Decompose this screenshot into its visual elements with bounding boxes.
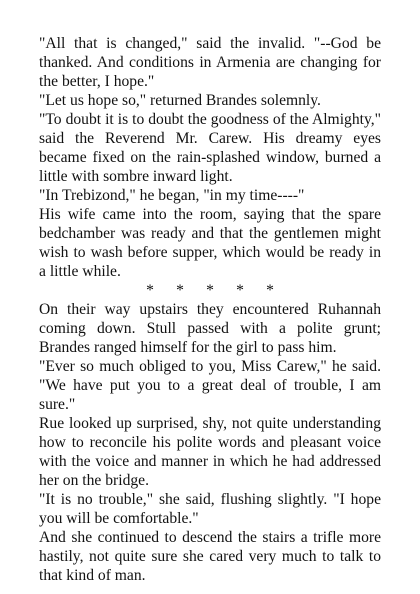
section-break-star: * (146, 282, 154, 299)
section-break-star: * (206, 282, 214, 299)
paragraph: On their way upstairs they encountered Ruhannah coming down. Stull passed with a polite grunt; Brandes ranged himself for the girl to pass him. (39, 301, 381, 356)
section-break (39, 281, 381, 300)
paragraph: "Let us hope so," returned Brandes solemnly. (39, 92, 321, 109)
section-break-star: * (236, 282, 244, 299)
paragraph: "Ever so much obliged to you, Miss Carew," he said. "We have put you to a great deal of trouble, I am sure." (39, 358, 381, 413)
paragraph: "All that is changed," said the invalid. "--God be thanked. And conditions in Armenia are changing for the better, I hope." (39, 35, 381, 90)
document-page (39, 34, 381, 585)
paragraph: "To doubt it is to doubt the goodness of the Almighty," said the Reverend Mr. Carew. His dreamy eyes became fixed on the rain-splashed window, burned a little with sombre inward light. (39, 111, 381, 185)
paragraph: And she continued to descend the stairs a trifle more hastily, not quite sure she cared very much to talk to that kind of man. (39, 529, 381, 584)
paragraph: "In Trebizond," he began, "in my time----" (39, 187, 305, 204)
section-break-star: * (176, 282, 184, 299)
section-break-star: * (266, 282, 274, 299)
paragraph: Rue looked up surprised, shy, not quite understanding how to reconcile his polite words and pleasant voice with the voice and manner in which he had addressed her on the bridge. (39, 415, 381, 489)
paragraph: His wife came into the room, saying that the spare bedchamber was ready and that the gentlemen might wish to wash before supper, which would be ready in a little while. (39, 206, 381, 280)
paragraph: "It is no trouble," she said, flushing slightly. "I hope you will be comfortable." (39, 491, 381, 527)
